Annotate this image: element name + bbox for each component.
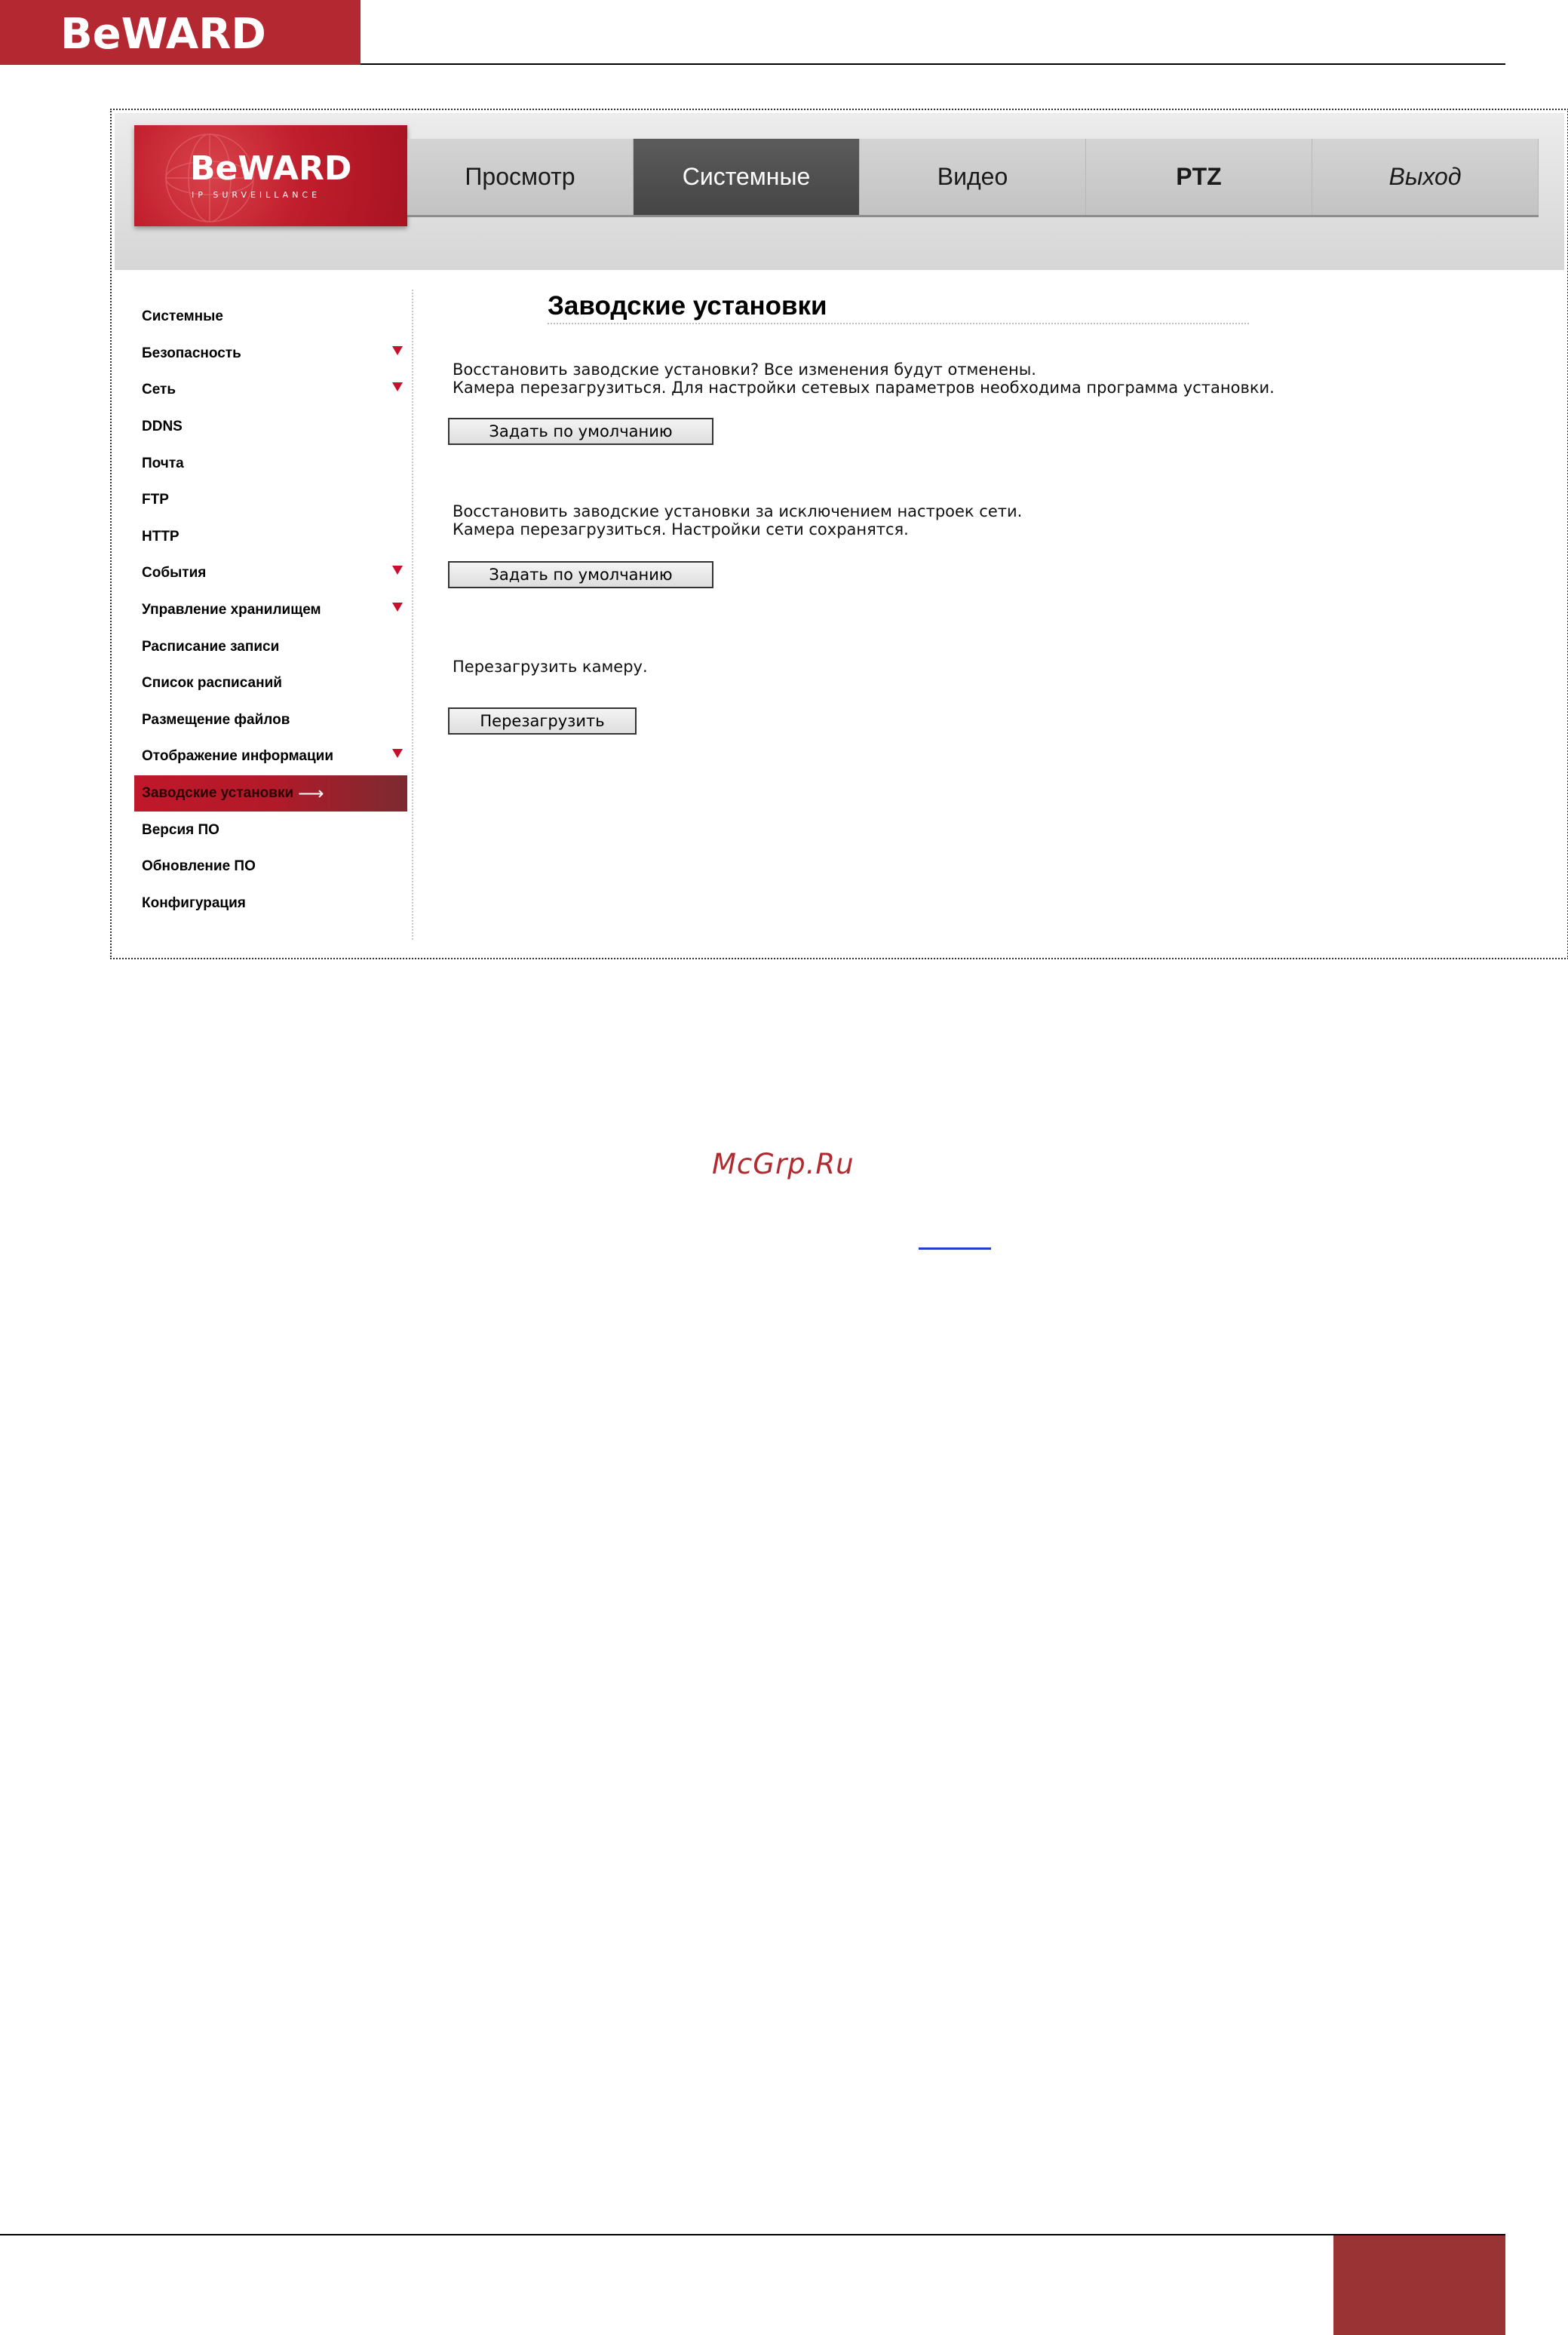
sidebar-item-label: События	[142, 565, 207, 581]
sidebar-item-label: Сеть	[142, 382, 176, 398]
footer-rule	[0, 2234, 1505, 2235]
watermark: McGrp.Ru	[712, 1148, 855, 1180]
sidebar-item-file-location[interactable]	[134, 702, 407, 739]
reset-all-button[interactable]: Задать по умолчанию	[448, 418, 713, 445]
sidebar-item-label: Список расписаний	[142, 675, 282, 692]
sidebar-item-label: Управление хранилищем	[142, 602, 321, 618]
description-line: Камера перезагрузиться. Для настройки сетевых параметров необходима программа установки.	[453, 379, 1275, 397]
sidebar-item-ftp[interactable]	[134, 482, 407, 519]
footer-page-block	[1333, 2235, 1505, 2335]
reboot-description	[453, 658, 648, 676]
tab-video[interactable]: Видео	[860, 139, 1086, 215]
camera-web-ui	[110, 109, 1568, 959]
reset-keep-network-description	[453, 502, 1022, 538]
sidebar-item-factory-defaults[interactable]	[134, 775, 407, 812]
camera-logo-tagline: IP SURVEILLANCE	[192, 190, 321, 200]
sidebar-item-events[interactable]	[134, 555, 407, 592]
reset-all-description	[453, 361, 1275, 397]
sidebar-item-http[interactable]	[134, 519, 407, 556]
expand-arrow-icon	[392, 603, 403, 612]
sidebar-item-label: Обновление ПО	[142, 858, 256, 875]
expand-arrow-icon	[392, 749, 403, 758]
tab-ptz[interactable]: PTZ	[1086, 139, 1312, 215]
expand-arrow-icon	[392, 346, 403, 355]
description-line: Восстановить заводские установки за исключением настроек сети.	[453, 502, 1023, 520]
tab-view[interactable]: Просмотр	[407, 139, 634, 215]
sidebar-item-label: Системные	[142, 308, 223, 325]
sidebar-divider	[412, 290, 413, 940]
main-nav	[407, 139, 1539, 217]
sidebar-item-mail[interactable]	[134, 445, 407, 482]
sidebar-item-system[interactable]	[134, 299, 407, 336]
sidebar-item-label: FTP	[142, 492, 169, 508]
sidebar-item-info-display[interactable]	[134, 738, 407, 775]
description-line: Перезагрузить камеру.	[453, 658, 648, 676]
svg-text:BeWARD: BeWARD	[60, 10, 266, 59]
sidebar-item-record-schedule[interactable]	[134, 628, 407, 665]
arrow-right-icon: ⟶	[298, 783, 324, 804]
sidebar-item-firmware-update[interactable]	[134, 848, 407, 885]
sidebar-item-label: Расписание записи	[142, 638, 280, 655]
description-line: Восстановить заводские установки? Все изменения будут отменены.	[453, 361, 1036, 379]
camera-logo-brand: BeWARD	[190, 149, 352, 188]
expand-arrow-icon	[392, 566, 403, 575]
sidebar-item-label: Безопасность	[142, 345, 241, 361]
sidebar-item-network[interactable]	[134, 372, 407, 409]
description-line: Камера перезагрузиться. Настройки сети сохранятся.	[453, 520, 909, 538]
sidebar	[134, 299, 407, 922]
sidebar-item-label: DDNS	[142, 419, 183, 435]
sidebar-item-label: Почта	[142, 455, 184, 471]
sidebar-item-label: Заводские установки	[142, 785, 294, 802]
sidebar-item-label: Конфигурация	[142, 894, 246, 911]
camera-logo	[134, 125, 407, 226]
sidebar-item-label: Версия ПО	[142, 821, 219, 838]
header-rule	[361, 63, 1505, 65]
reboot-button[interactable]: Перезагрузить	[448, 707, 637, 735]
sidebar-item-firmware-version[interactable]	[134, 812, 407, 848]
expand-arrow-icon	[392, 382, 403, 391]
sidebar-item-storage[interactable]	[134, 592, 407, 629]
reset-keep-network-button[interactable]: Задать по умолчанию	[448, 561, 713, 588]
link-underline[interactable]	[919, 1247, 991, 1250]
sidebar-item-label: Отображение информации	[142, 748, 334, 765]
tab-logout[interactable]: Выход	[1312, 139, 1539, 215]
sidebar-item-security[interactable]	[134, 336, 407, 373]
sidebar-item-ddns[interactable]	[134, 409, 407, 446]
sidebar-item-label: Размещение файлов	[142, 711, 290, 728]
tab-system[interactable]: Системные	[634, 139, 860, 215]
beward-logo-icon	[60, 6, 302, 59]
document-header-logo	[0, 0, 361, 65]
sidebar-item-schedule-list[interactable]	[134, 665, 407, 702]
sidebar-item-label: HTTP	[142, 528, 180, 545]
sidebar-item-configuration[interactable]	[134, 885, 407, 922]
page-title: Заводские установки	[548, 291, 1249, 324]
